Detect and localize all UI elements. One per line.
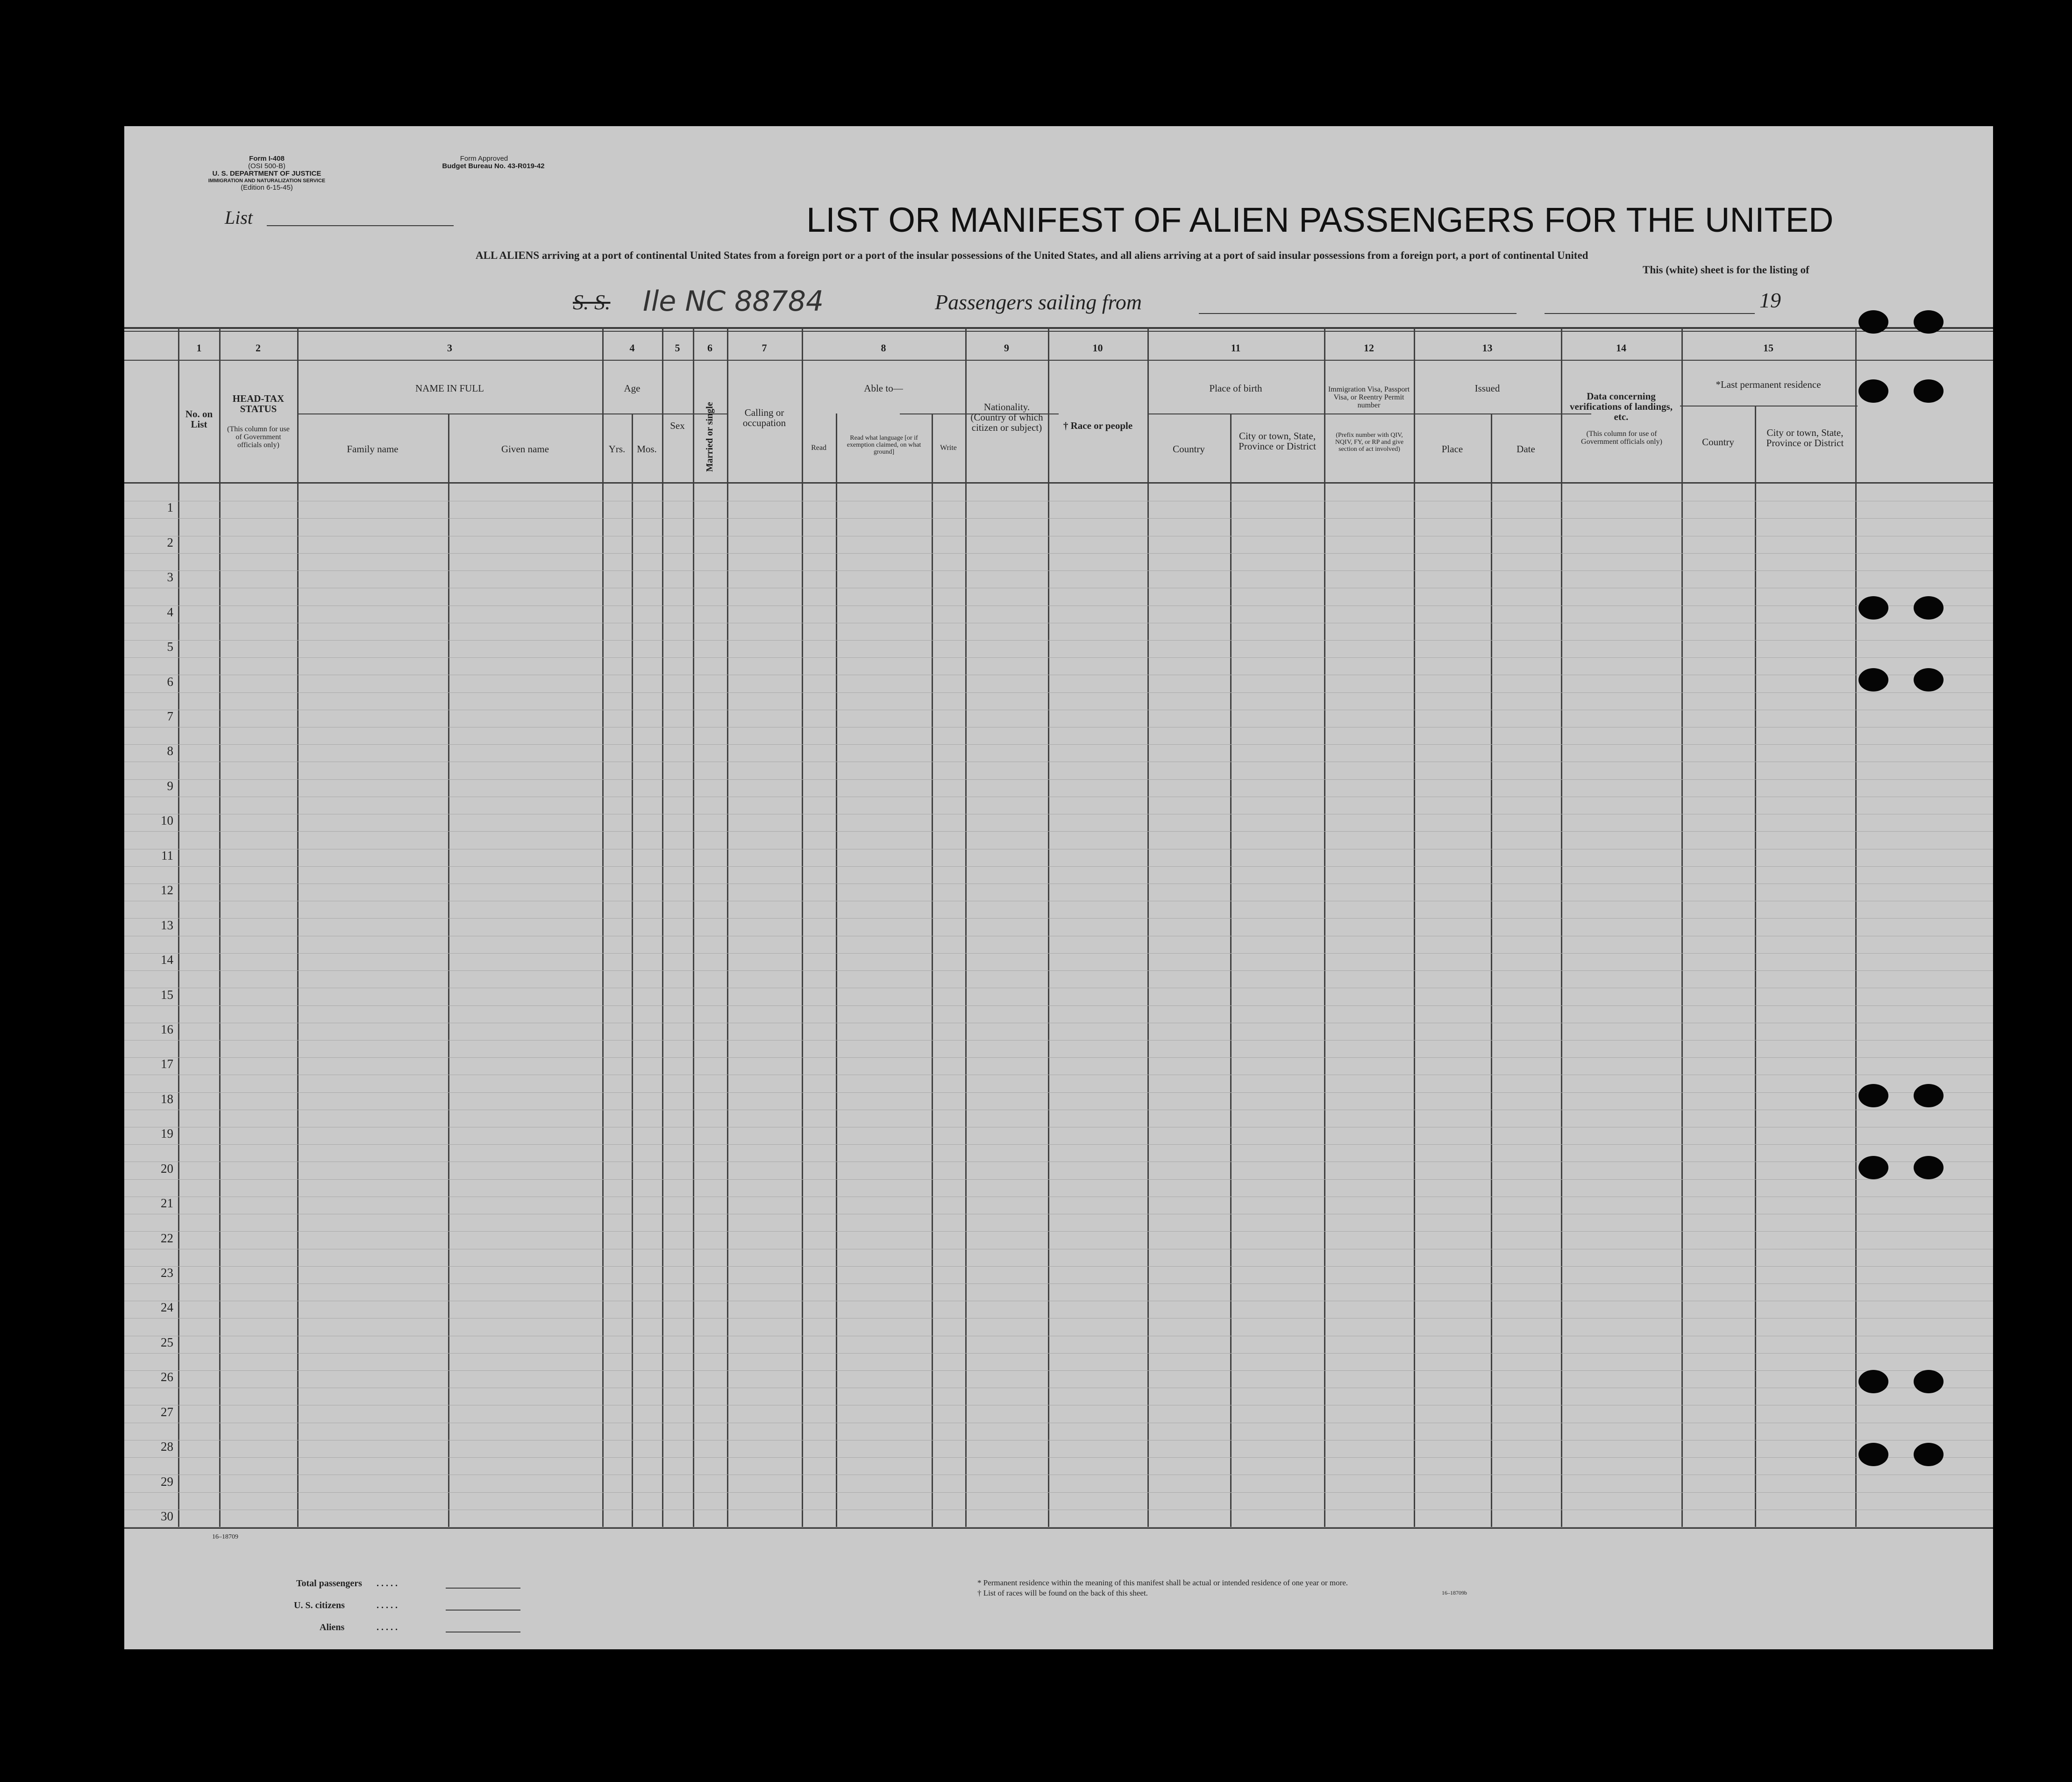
total-dots-3: . . . . . [377,1622,398,1632]
row-number: 17 [161,1057,173,1071]
row-rule [124,1492,1993,1493]
colnum-2: 2 [256,342,261,354]
row-number: 10 [161,813,173,828]
header-name-in-full: NAME IN FULL [415,383,484,394]
row-number: 24 [161,1300,173,1315]
row-number: 9 [167,778,173,793]
row-number: 11 [161,848,173,862]
row-rule [124,1005,1993,1006]
year-prefix: 19 [1759,288,1781,312]
budget-bureau: Budget Bureau No. 43-R019-42 [442,162,545,170]
footnote-races: † List of races will be found on the back of this sheet. [977,1589,1148,1597]
us-citizens-label: U. S. citizens [294,1600,345,1611]
header-nationality: Nationality. (Country of which citizen or subject) [970,401,1043,433]
col-line-11 [1147,327,1149,1528]
header-bottom-rule [124,482,1993,484]
row-number: 2 [167,535,173,549]
row-number: 22 [161,1231,173,1245]
binder-hole [1914,1156,1944,1179]
col-line-10 [1048,327,1049,1528]
binder-hole [1858,310,1888,334]
print-code: 16–18709 [212,1533,238,1540]
row-number: 21 [161,1196,173,1211]
row-rule [124,1092,1993,1093]
header-family-name: Family name [347,443,399,455]
binder-hole [1858,1443,1888,1466]
manifest-sheet [124,126,1993,1649]
binder-hole [1914,1370,1944,1393]
department: U. S. DEPARTMENT OF JUSTICE [212,170,321,178]
binder-hole [1858,1156,1888,1179]
binder-hole [1914,596,1944,620]
row-number: 18 [161,1091,173,1106]
header-race: † Race or people [1063,420,1133,431]
row-rule [124,553,1993,554]
service: IMMIGRATION AND NATURALIZATION SERVICE [208,178,326,184]
form-number: Form I-408 [249,155,285,163]
row-number: 13 [161,918,173,932]
col-line-5 [662,327,663,1528]
row-rule [124,970,1993,971]
colnum-12: 12 [1364,342,1374,354]
sailing-line [1199,313,1517,314]
header-able-to: Able to— [864,383,903,394]
header-issued: Issued [1474,383,1500,394]
colnum-9: 9 [1004,342,1009,354]
binder-hole [1858,1370,1888,1393]
col-line-16 [1855,327,1857,1528]
binder-hole [1858,668,1888,691]
row-number: 3 [167,570,173,584]
col-line-15 [1681,327,1683,1528]
header-married: Married or single [705,402,715,472]
header-issued-date: Date [1517,443,1535,455]
header-birth-country: Country [1173,443,1205,455]
binder-hole [1914,668,1944,691]
row-rule [124,1318,1993,1319]
row-number: 27 [161,1404,173,1419]
header-data-concerning: Data concerning verifications of landings, etc. [1570,391,1673,422]
row-rule [124,1179,1993,1180]
header-head-tax: HEAD-TAX STATUS [232,393,285,414]
total-passengers-label: Total passengers [296,1578,362,1589]
header-calling: Calling or occupation [742,407,786,428]
row-number: 29 [161,1474,173,1489]
row-number: 1 [167,500,173,515]
colnum-11: 11 [1231,342,1241,354]
row-rule [124,831,1993,832]
row-number: 15 [161,987,173,1002]
row-rule [124,1040,1993,1041]
aliens-label: Aliens [320,1622,345,1632]
colnum-7: 7 [762,342,767,354]
row-rule [124,1057,1993,1058]
colnum-13: 13 [1482,342,1493,354]
row-rule [124,570,1993,571]
binder-hole [1914,1084,1944,1107]
row-rule [124,1370,1993,1371]
row-number: 28 [161,1440,173,1454]
list-line [267,225,454,226]
header-yrs: Yrs. [608,443,626,455]
footnote-code: 16–18709b [1442,1590,1467,1596]
col-line-15b [1755,406,1756,1528]
row-rule [124,866,1993,867]
total-dots-2: . . . . . [377,1600,398,1611]
total-dots-1: . . . . . [377,1578,398,1589]
row-rule [124,692,1993,693]
binder-hole [1858,596,1888,620]
col-line-7 [727,327,728,1528]
binder-hole [1914,1443,1944,1466]
colnum-5: 5 [675,342,680,354]
header-mos: Mos. [637,443,657,455]
colnum-15: 15 [1763,342,1773,354]
row-rule [124,779,1993,780]
header-visa: Immigration Visa, Passport Visa, or Reentry Permit number [1328,385,1410,409]
header-issued-place: Place [1441,443,1463,455]
date-line [1545,313,1755,314]
colnum-rule [124,360,1993,361]
colnum-6: 6 [707,342,712,354]
list-label: List [225,207,253,228]
ship-prefix: S. S. [573,290,611,314]
col-line-12 [1324,327,1325,1528]
row-number: 12 [161,883,173,898]
header-write: Write [940,444,957,452]
header-residence-city: City or town, State, Province or District [1766,427,1844,449]
manifest-title: LIST OR MANIFEST OF ALIEN PASSENGERS FOR THE UNITED [806,200,1834,239]
colnum-3: 3 [447,342,452,354]
total-passengers-line[interactable] [446,1588,520,1589]
row-number: 14 [161,953,173,967]
col-line-9 [965,327,967,1528]
row-number: 20 [161,1161,173,1176]
row-rule [124,953,1993,954]
table-top-rule-2 [124,331,1993,332]
row-number: 7 [167,709,173,724]
header-birth-city: City or town, State, Province or District [1239,430,1316,452]
col-line-2 [219,327,221,1528]
header-data-note: (This column for use of Government officials only) [1581,430,1662,446]
row-number: 26 [161,1370,173,1384]
col-line-13 [1414,327,1415,1528]
header-place-of-birth: Place of birth [1209,383,1262,394]
form-alt: (OSI 500-B) [248,162,286,170]
row-rule [124,744,1993,745]
col-line-4 [602,327,604,1528]
table-top-rule [124,327,1993,329]
row-number: 19 [161,1126,173,1141]
colnum-1: 1 [196,342,202,354]
row-rule [124,1231,1993,1232]
row-rule [124,1266,1993,1267]
col-line-3 [297,327,299,1528]
col-line-14 [1561,327,1562,1528]
row-number: 30 [161,1509,173,1523]
sailing-label: Passengers sailing from [935,290,1142,314]
col-line-6 [693,327,694,1528]
ship-name-handwritten: Ile NC 88784 [643,285,824,318]
birth-subrule [1147,413,1414,414]
binder-hole [1858,379,1888,403]
row-number: 6 [167,674,173,689]
us-citizens-line[interactable] [446,1610,520,1611]
row-rule [124,1457,1993,1458]
row-number: 8 [167,744,173,758]
header-given-name: Given name [501,443,549,455]
col-line-8 [802,327,803,1528]
binder-hole [1858,1084,1888,1107]
colnum-8: 8 [881,342,886,354]
row-number: 16 [161,1022,173,1036]
row-rule [124,1283,1993,1284]
header-read-language: Read what language [or if exemption claimed, on what ground] [847,435,921,456]
binder-hole [1914,310,1944,334]
header-residence-country: Country [1702,436,1734,448]
col-line-1 [178,327,179,1528]
colnum-4: 4 [629,342,635,354]
row-number: 4 [167,605,173,619]
header-head-tax-note: (This column for use of Government officials only) [227,425,290,449]
header-last-residence: *Last permanent residence [1716,379,1821,390]
subtitle-line2: This (white) sheet is for the listing of [1643,264,1809,276]
form-approved: Form Approved [460,155,508,163]
header-sex: Sex [670,420,685,431]
header-age: Age [624,383,641,394]
header-visa-note: (Prefix number with QIV, NQIV, FY, or RP and give section of act involved) [1335,432,1404,453]
binder-hole [1914,379,1944,403]
header-no-on-list: No. on List [185,408,213,430]
row-rule [124,918,1993,919]
header-read: Read [811,444,826,452]
row-rule [124,1144,1993,1145]
issued-subrule [1414,413,1591,414]
row-rule [124,1353,1993,1354]
row-rule [124,657,1993,658]
row-number: 23 [161,1265,173,1280]
row-rule [124,640,1993,641]
edition: (Edition 6-15-45) [241,184,293,192]
subtitle-line1: ALL ALIENS arriving at a port of continental United States from a foreign port or a port of the insular possessions of the United States, and all aliens arriving at a port of said insular possessions from a foreign port, a port of continental United [476,249,1588,261]
row-number: 5 [167,640,173,654]
footnote-permanent: * Permanent residence within the meaning of this manifest shall be actual or intended residence of one year or more. [977,1578,1348,1587]
row-rule [124,518,1993,519]
colnum-10: 10 [1092,342,1103,354]
colnum-14: 14 [1616,342,1626,354]
row-number: 25 [161,1335,173,1349]
